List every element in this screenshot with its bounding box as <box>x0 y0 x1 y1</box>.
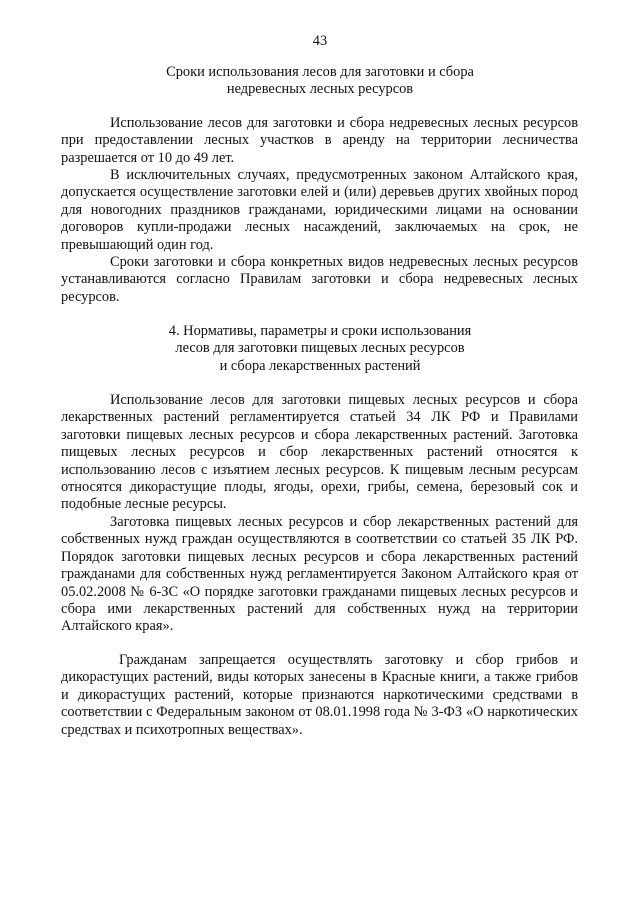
page-number: 43 <box>312 33 328 49</box>
paragraph: Использование лесов для заготовки пищевых лесных ресурсов и сбора лекарственных растений регламентируется статьей 34 ЛК РФ и Правилами заготовки пищевых лесных ресурсов и сбора лекарственных растений. Заготовка пищевых лесных ресурсов и сбор лекарственных растений относятся к использованию лесов с изъятием лесных ресурсов. К пищевым лесным ресурсам относятся дикорастущие плоды, ягоды, орехи, грибы, семена, березовый сок и подобные лесные ресурсы. <box>61 392 578 513</box>
paragraph: Использование лесов для заготовки и сбора недревесных лесных ресурсов при предоставлении лесных участков в аренду на территории лесничества разрешается от 10 до 49 лет. <box>61 115 578 166</box>
paragraph: Заготовка пищевых лесных ресурсов и сбор лекарственных растений для собственных нужд граждан осуществляются в соответствии со статьей 35 ЛК РФ. Порядок заготовки пищевых лесных ресурсов и сбора лекарственных растений гражданами для собственных нужд регламентируется Законом Алтайского края от 05.02.2008 № 6-ЗС «О порядке заготовки гражданами пищевых лесных ресурсов и сбора ими лекарственных растений для собственных нужд на территории Алтайского края». <box>61 514 578 635</box>
section-heading-4 <box>60 323 580 375</box>
section-heading-terms <box>60 64 580 99</box>
paragraph: Сроки заготовки и сбора конкретных видов недревесных лесных ресурсов устанавливаются согласно Правилам заготовки и сбора недревесных лесных ресурсов. <box>61 254 578 305</box>
paragraph: Гражданам запрещается осуществлять заготовку и сбор грибов и дикорастущих растений, виды которых занесены в Красные книги, а также грибов и дикорастущих растений, которые признаются наркотическими средствами в соответствии с Федеральным законом от 08.01.1998 года № 3-ФЗ «О наркотических средствах и психотропных веществах». <box>61 652 578 738</box>
heading-line: недревесных лесных ресурсов <box>226 81 414 98</box>
paragraph: В исключительных случаях, предусмотренных законом Алтайского края, допускается осуществление заготовки елей и (или) деревьев других хвойных пород для новогодних праздников гражданами, юридическими лицами на основании договоров купли-продажи лесных насаждений, заключаемых на срок, не превышающий один год. <box>61 167 578 253</box>
heading-line: Сроки использования лесов для заготовки и сбора <box>166 64 474 80</box>
heading-line: и сбора лекарственных растений <box>219 357 421 374</box>
heading-line: лесов для заготовки пищевых лесных ресурсов <box>175 340 465 357</box>
heading-line: 4. Нормативы, параметры и сроки использования <box>168 323 472 339</box>
